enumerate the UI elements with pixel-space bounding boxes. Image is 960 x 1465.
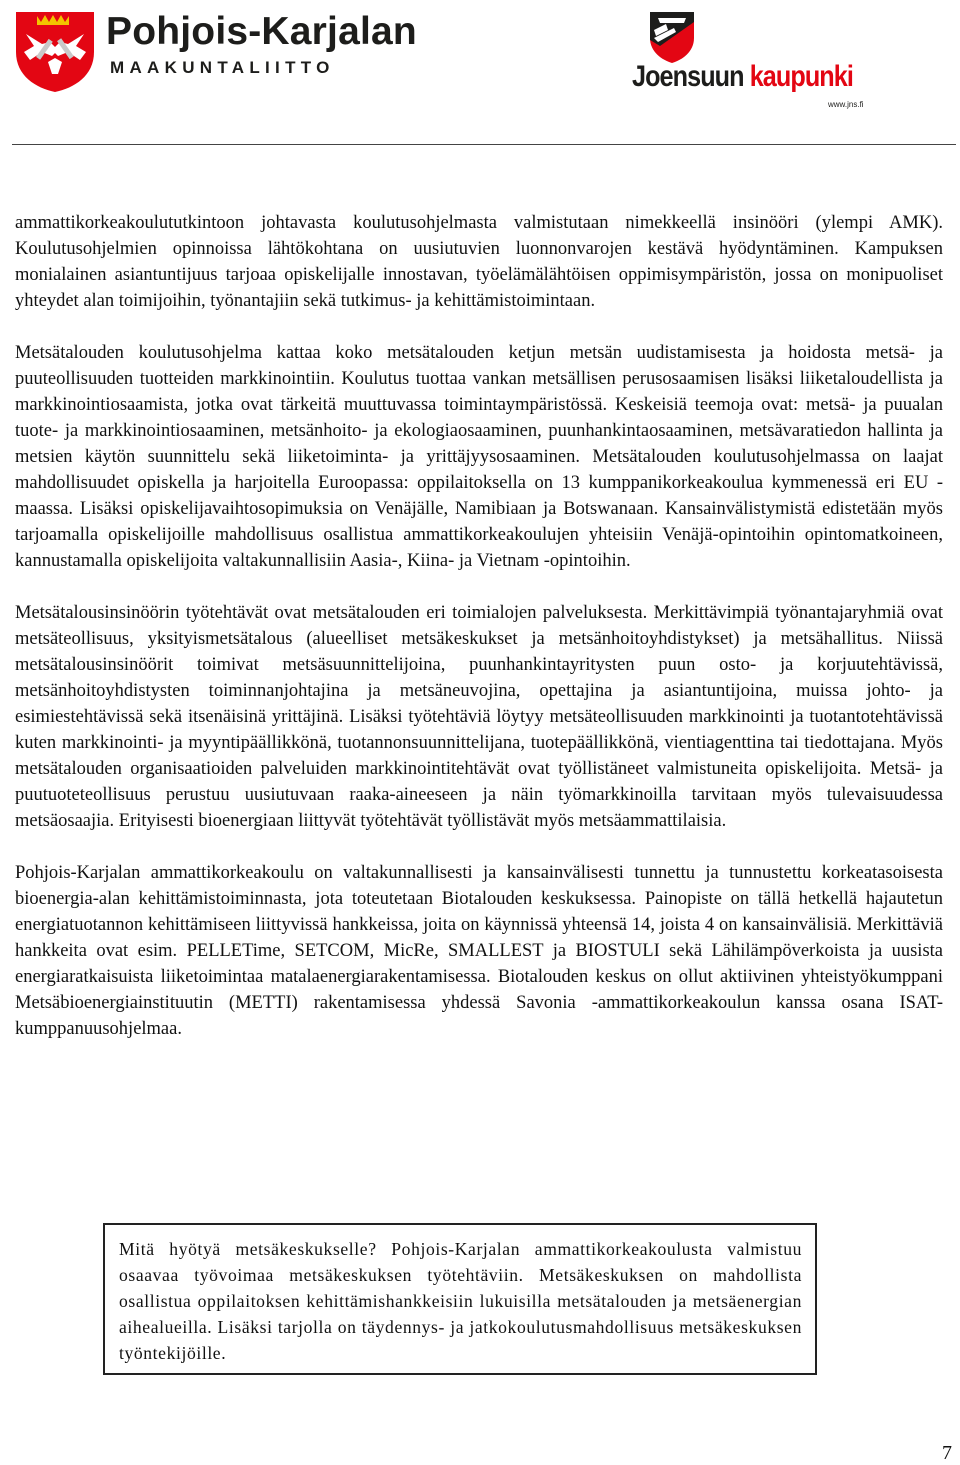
body-text [15, 210, 943, 1068]
paragraph-bioenergy: Pohjois-Karjalan ammattikorkeakoulu on valtakunnallisesti ja kansainvälisesti tunnettu ja tunnustettu korkeatasoisesta bioenergia-alan kehittämistoiminnasta, jota toteutetaan Biotalouden keskuksessa. Painopiste on tällä hetkellä hajautetun energiatuotannon kehittämiseen liittyvissä hankkeissa, joita on käynnissä yhteensä 14, joista 4 on kansainvälisiä. Merkittäviä hankkeita ovat esim. PELLETime, SETCOM, MicRe, SMALLEST ja BIOSTULI sekä Lähilämpöverkoista ja uusista energiaratkaisuista liiketoimintaa matalaenergiarakentamisessa. Biotalouden keskus on ollut aktiivinen yhteistyökumppani Metsäbioenergiainstituutin (METTI) rakentamisessa yhdessä Savonia -ammattikorkeakoulun kanssa osana ISAT-kumppanuusohjelmaa. [15, 863, 943, 1039]
page-header [0, 0, 960, 146]
org-subtitle: MAAKUNTALIITTO [110, 58, 335, 77]
callout-text: Mitä hyötyä metsäkeskukselle? Pohjois-Karjalan ammattikorkeakoulusta valmistuu osaavaa työvoimaa metsäkeskuksen työtehtäviin. Metsäkeskuksen on mahdollista osallistua oppilaitoksen kehittämishankkeisiin lukuisilla metsätalouden ja metsäenergian aihealueilla. Lisäksi tarjolla on täydennys- ja jatkokoulutusmahdollisuus metsäkeskuksen työntekijöille. [119, 1239, 802, 1363]
header-divider [12, 144, 956, 145]
city-name-part1: Joensuun [632, 60, 744, 93]
city-website: www.jns.fi [828, 100, 864, 109]
org-name: Pohjois-Karjalan [106, 10, 417, 53]
joensuu-logo [630, 8, 875, 108]
joensuu-coat-of-arms-icon [648, 10, 696, 64]
paragraph-engineering-degree: ammattikorkeakoulututkintoon johtavasta koulutusohjelmasta valmistutaan nimekkeellä insinööri (ylempi AMK). Koulutusohjelmien opinnoissa lähtökohtana on uusiutuvien luonnonvarojen kestävä hyödyntäminen. Kampuksen monialainen asiantuntijuus tarjoaa opiskelijalle innostavan, työelämälähtöisen oppimisympäristön, jossa on monipuoliset yhteydet alan toimijoihin, työnantajiin sekä tutkimus- ja kehittämistoimintaan. [15, 213, 943, 311]
city-name [632, 60, 853, 94]
karelia-crest-icon [12, 8, 98, 94]
callout-box [103, 1223, 817, 1375]
page-number: 7 [942, 1442, 952, 1464]
pohjois-karjala-logo [12, 8, 417, 100]
paragraph-career-tasks: Metsätalousinsinöörin työtehtävät ovat metsätalouden eri toimialojen palveluksesta. Merkittävimpiä työnantajaryhmiä ovat metsäteollisuus, yksityismetsätalous (alueelliset metsäkeskukset ja metsänhoitoyhdistykset) ja metsähallitus. Niissä metsätalousinsinöörit toimivat metsäsuunnittelijoina, puunhankintayritysten puun osto- ja korjuutehtävissä, metsänhoitoyhdistysten toiminnanjohtajina ja metsäneuvojina, opettajina ja asiantuntijoina, muissa johto- ja esimiestehtävissä sekä itsenäisinä yrittäjinä. Lisäksi työtehtäviä löytyy metsäteollisuuden markkinointi ja tuotantotehtävissä kuten markkinointi- ja myyntipäällikkönä, tuotannonsuunnittelijana, tuotepäällikkönä, vientiagenttina tai tiedottajana. Myös metsätalouden organisaatioiden palveluiden markkinointitehtävät ovat työllistäneet valmistuneita opiskelijoita. Metsä- ja puutuoteteollisuus perustuu uusiutuvaan raaka-aineeseen ja näin työmarkkinoilla tarvitaan myös tulevaisuudessa metsäosaajia. Erityisesti bioenergiaan liittyvät työtehtävät työllistävät myös metsäammattilaisia. [15, 603, 943, 831]
city-name-part2: kaupunki [749, 60, 853, 93]
paragraph-forestry-programme: Metsätalouden koulutusohjelma kattaa koko metsätalouden ketjun metsän uudistamisesta ja hoidosta metsä- ja puuteollisuuden tuotteiden markkinointiin. Koulutus tuottaa vankan metsällisen perusosaamisen lisäksi liiketaloudellista ja markkinointiosaamista, jotka ovat tärkeitä muuttuvassa toimintaympäristössä. Keskeisiä teemoja ovat: metsä- ja puualan tuote- ja markkinointiosaaminen, metsänhoito- ja ekologiaosaaminen, puunhankintaosaaminen, metsävaratiedon hallinta ja metsien käytön suunnittelu sekä liiketoiminta- ja yrittäjyysosaaminen. Metsätalouden koulutusohjelmassa on laajat mahdollisuudet opiskella ja harjoitella Euroopassa: oppilaitoksella on 13 kumppanikorkeakoulua kymmenessä eri EU -maassa. Lisäksi opiskelijavaihtosopimuksia on Venäjälle, Namibiaan ja Botswanaan. Kansainvälistymistä edistetään myös tarjoamalla opiskelijoille mahdollisuus osallistua ammattikorkeakoulujen yhteisiin Venäjä-opintoihin opintomatkoineen, kannustamalla opiskelijoita valtakunnallisiin Aasia-, Kiina- ja Vietnam -opintoihin. [15, 343, 943, 571]
